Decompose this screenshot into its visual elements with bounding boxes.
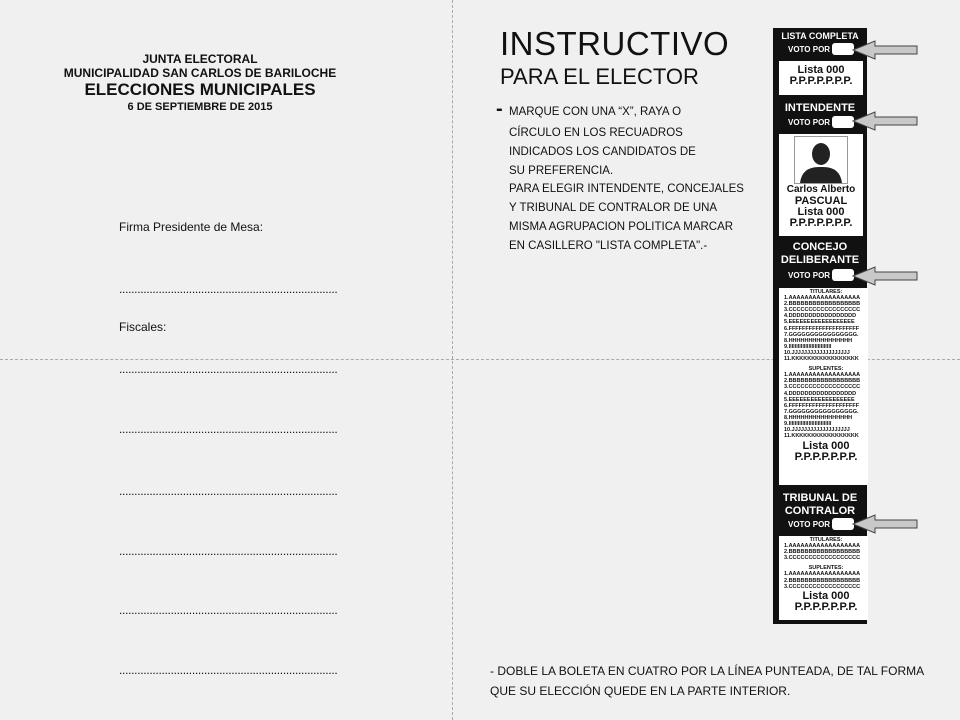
signature-line: ........................................................................ xyxy=(119,663,338,677)
candidate-row: 7.GGGGGGGGGGGGGGGG. xyxy=(784,408,859,415)
intendente-panel xyxy=(779,134,863,236)
candidate-row: 9.IIIIIIIIIIIIIIIIIIIIIIIIIIII xyxy=(784,420,832,427)
fold-line-vertical xyxy=(452,0,453,720)
voto-por-label: VOTO POR xyxy=(788,271,831,280)
instruction-line: Y TRIBUNAL DE CONTRALOR DE UNA xyxy=(509,202,718,214)
concejo-label-1: CONCEJO xyxy=(792,241,848,253)
instruction-line: MISMA AGRUPACION POLITICA MARCAR xyxy=(509,221,734,233)
candidate-row: 6.FFFFFFFFFFFFFFFFFFFFF xyxy=(784,402,860,409)
party-name: P.P.P.P.P.P.P. xyxy=(789,75,853,87)
fiscales-label: Fiscales: xyxy=(119,320,167,334)
footer-line1: - DOBLE LA BOLETA EN CUATRO POR LA LÍNEA PUNTEADA, DE TAL FORMA xyxy=(490,664,925,678)
tribunal-panel xyxy=(779,536,868,620)
tribunal-label-2: CONTRALOR xyxy=(784,505,856,517)
arrow-icon xyxy=(851,40,921,60)
instruction-line: CÍRCULO EN LOS RECUADROS xyxy=(509,127,683,139)
lista-number: Lista 000 xyxy=(802,440,850,453)
candidate-row: 10.JJJJJJJJJJJJJJJJJJJ xyxy=(784,349,850,356)
arrow-icon xyxy=(851,514,921,534)
candidate-row: 2.BBBBBBBBBBBBBBBBBB xyxy=(784,577,861,584)
candidate-row: 10.JJJJJJJJJJJJJJJJJJJ xyxy=(784,427,850,434)
candidate-row: 3.CCCCCCCCCCCCCCCCCC xyxy=(784,583,861,590)
header-line3: ELECCIONES MUNICIPALES xyxy=(84,80,316,99)
signature-line: ........................................................................ xyxy=(119,362,338,376)
lista-completa-label: LISTA COMPLETA xyxy=(781,31,859,41)
lista-number: Lista 000 xyxy=(802,589,850,602)
instruction-line: EN CASILLERO "LISTA COMPLETA".- xyxy=(509,240,708,252)
candidate-row: 8.HHHHHHHHHHHHHHHH xyxy=(784,414,853,421)
candidate-row: 2.BBBBBBBBBBBBBBBBBB xyxy=(784,549,861,556)
candidate-row: 5.EEEEEEEEEEEEEEEEEE xyxy=(784,396,855,403)
voto-por-label: VOTO POR xyxy=(788,118,831,127)
candidate-row: 11.KKKKKKKKKKKKKKKKK xyxy=(784,356,859,363)
titulares-heading: TITULARES: xyxy=(809,289,843,295)
candidate-row: 7.GGGGGGGGGGGGGGGG. xyxy=(784,331,859,338)
candidate-row: 1.AAAAAAAAAAAAAAAAAA xyxy=(784,295,861,302)
signature-line: ........................................................................ xyxy=(119,603,338,617)
candidate-row: 4.DDDDDDDDDDDDDDDDD xyxy=(784,313,857,320)
instructivo-subtitle: PARA EL ELECTOR xyxy=(500,64,699,89)
election-header xyxy=(60,52,340,114)
instruction-line: MARQUE CON UNA “X”, RAYA O xyxy=(509,106,682,118)
signature-line: ........................................................................ xyxy=(119,544,338,558)
candidate-photo xyxy=(794,136,848,184)
candidate-row: 8.HHHHHHHHHHHHHHHH xyxy=(784,337,853,344)
party-name: P.P.P.P.P.P.P. xyxy=(794,600,858,613)
candidate-row: 6.FFFFFFFFFFFFFFFFFFFFF xyxy=(784,325,860,332)
suplentes-heading: SUPLENTES: xyxy=(808,366,844,373)
header-line4: 6 DE SEPTIEMBRE DE 2015 xyxy=(127,101,273,113)
concejo-label-2: DELIBERANTE xyxy=(780,254,860,266)
firma-label: Firma Presidente de Mesa: xyxy=(119,220,264,234)
voto-por-label: VOTO POR xyxy=(788,520,831,529)
instructivo-dash: - xyxy=(496,98,503,120)
titulares-heading: TITULARES: xyxy=(809,537,843,543)
concejo-panel xyxy=(779,288,868,485)
signature-line: ........................................................................ xyxy=(119,422,338,436)
party-name: P.P.P.P.P.P.P. xyxy=(789,217,853,229)
candidate-row: 1.AAAAAAAAAAAAAAAAAA xyxy=(784,372,861,379)
lista-completa-panel xyxy=(779,61,863,95)
candidate-last-name: PASCUAL xyxy=(794,195,848,207)
voto-por-label: VOTO POR xyxy=(788,45,831,54)
header-line1: JUNTA ELECTORAL xyxy=(142,52,258,66)
candidate-row: 9.IIIIIIIIIIIIIIIIIIIIIIIIIIII xyxy=(784,343,832,350)
candidate-row: 4.DDDDDDDDDDDDDDDDD xyxy=(784,390,857,397)
candidate-first-name: Carlos Alberto xyxy=(786,184,856,195)
intendente-label: INTENDENTE xyxy=(784,102,856,114)
instruction-line: SU PREFERENCIA. xyxy=(509,165,614,177)
candidate-row: 3.CCCCCCCCCCCCCCCCCC xyxy=(784,555,861,562)
candidate-row: 2.BBBBBBBBBBBBBBBBBB xyxy=(784,301,861,308)
footer-line2: QUE SU ELECCIÓN QUEDE EN LA PARTE INTERIOR. xyxy=(490,684,791,698)
candidate-row: 1.AAAAAAAAAAAAAAAAAA xyxy=(784,571,861,578)
instruction-line: INDICADOS LOS CANDIDATOS DE xyxy=(509,146,696,158)
candidate-row: 3.CCCCCCCCCCCCCCCCCC xyxy=(784,307,861,314)
instruction-line: PARA ELEGIR INTENDENTE, CONCEJALES xyxy=(509,183,744,195)
candidate-row: 11.KKKKKKKKKKKKKKKKK xyxy=(784,433,859,440)
party-name: P.P.P.P.P.P.P. xyxy=(794,451,858,464)
candidate-row: 1.AAAAAAAAAAAAAAAAAA xyxy=(784,543,861,550)
lista-number: Lista 000 xyxy=(797,206,845,218)
candidate-row: 2.BBBBBBBBBBBBBBBBBB xyxy=(784,378,861,385)
arrow-icon xyxy=(851,266,921,286)
tribunal-label-1: TRIBUNAL DE xyxy=(782,492,858,504)
candidate-row: 3.CCCCCCCCCCCCCCCCCC xyxy=(784,384,861,391)
header-line2: MUNICIPALIDAD SAN CARLOS DE BARILOCHE xyxy=(63,66,337,80)
arrow-icon xyxy=(851,111,921,131)
lista-number: Lista 000 xyxy=(797,64,845,76)
candidate-row: 5.EEEEEEEEEEEEEEEEEE xyxy=(784,319,855,326)
instructivo-title: INSTRUCTIVO xyxy=(500,25,730,62)
signature-line: ........................................................................ xyxy=(119,484,338,498)
suplentes-heading: SUPLENTES: xyxy=(808,565,844,572)
signature-line: ........................................................................ xyxy=(119,282,338,296)
